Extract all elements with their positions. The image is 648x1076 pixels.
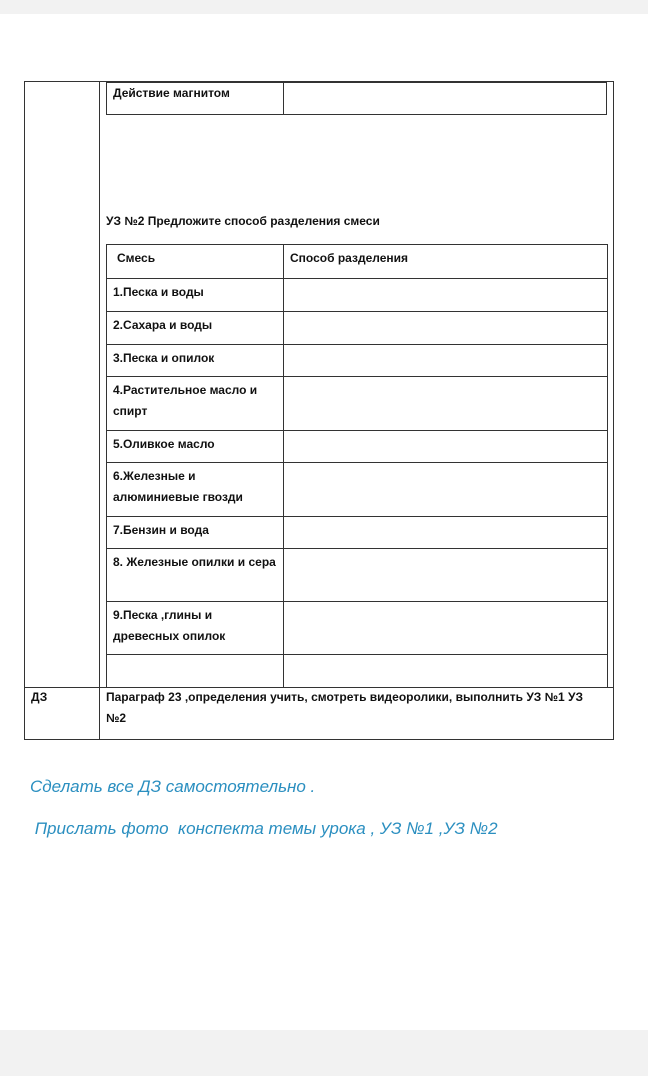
table-row: [107, 431, 608, 463]
note-line-2: Прислать фото конспекта темы урока , УЗ №1 ,УЗ №2: [30, 819, 498, 838]
method-cell[interactable]: [284, 655, 608, 688]
homework-label: ДЗ: [31, 690, 48, 704]
mixture-cell: 8. Железные опилки и сера: [107, 549, 284, 602]
task2-title: УЗ №2 Предложите способ разделения смеси: [106, 214, 380, 228]
method-cell[interactable]: [284, 377, 608, 431]
column-divider: [99, 82, 100, 740]
table-row: [107, 517, 608, 549]
magnet-label: Действие магнитом: [113, 86, 230, 100]
method-cell[interactable]: [284, 279, 608, 312]
mixture-cell: 5.Оливкое масло: [107, 431, 284, 463]
table-row: [107, 312, 608, 345]
table-row: [107, 602, 608, 655]
top-margin: [0, 0, 648, 14]
table-row: [107, 377, 608, 431]
method-cell[interactable]: [284, 312, 608, 345]
mixture-cell: 1.Песка и воды: [107, 279, 284, 312]
mixture-cell: [107, 655, 284, 688]
homework-text: Параграф 23 ,определения учить, смотреть видеоролики, выполнить УЗ №1 УЗ №2: [106, 690, 584, 725]
mixture-cell: 7.Бензин и вода: [107, 517, 284, 549]
bottom-margin: [0, 1030, 648, 1076]
table-row: [107, 463, 608, 517]
method-cell[interactable]: [284, 431, 608, 463]
mixture-cell: 6.Железные и алюминиевые гвозди: [107, 463, 284, 517]
method-cell[interactable]: [284, 602, 608, 655]
magnet-column-divider: [283, 83, 284, 114]
table-row: [107, 549, 608, 602]
header-method: Способ разделения: [284, 245, 608, 279]
method-cell[interactable]: [284, 517, 608, 549]
table-row: [107, 345, 608, 377]
header-mixture: Смесь: [107, 245, 284, 279]
note-line-1: Сделать все ДЗ самостоятельно .: [30, 777, 316, 796]
separation-table: [106, 244, 608, 688]
table-row: [107, 655, 608, 688]
method-cell[interactable]: [284, 549, 608, 602]
magnet-table: [106, 82, 607, 115]
table-row: [107, 279, 608, 312]
mixture-cell: 3.Песка и опилок: [107, 345, 284, 377]
mixture-cell: 9.Песка ,глины и древесных опилок: [107, 602, 284, 655]
mixture-cell: 2.Сахара и воды: [107, 312, 284, 345]
mixture-cell: 4.Растительное масло и спирт: [107, 377, 284, 431]
method-cell[interactable]: [284, 345, 608, 377]
table-header-row: [107, 245, 608, 279]
method-cell[interactable]: [284, 463, 608, 517]
